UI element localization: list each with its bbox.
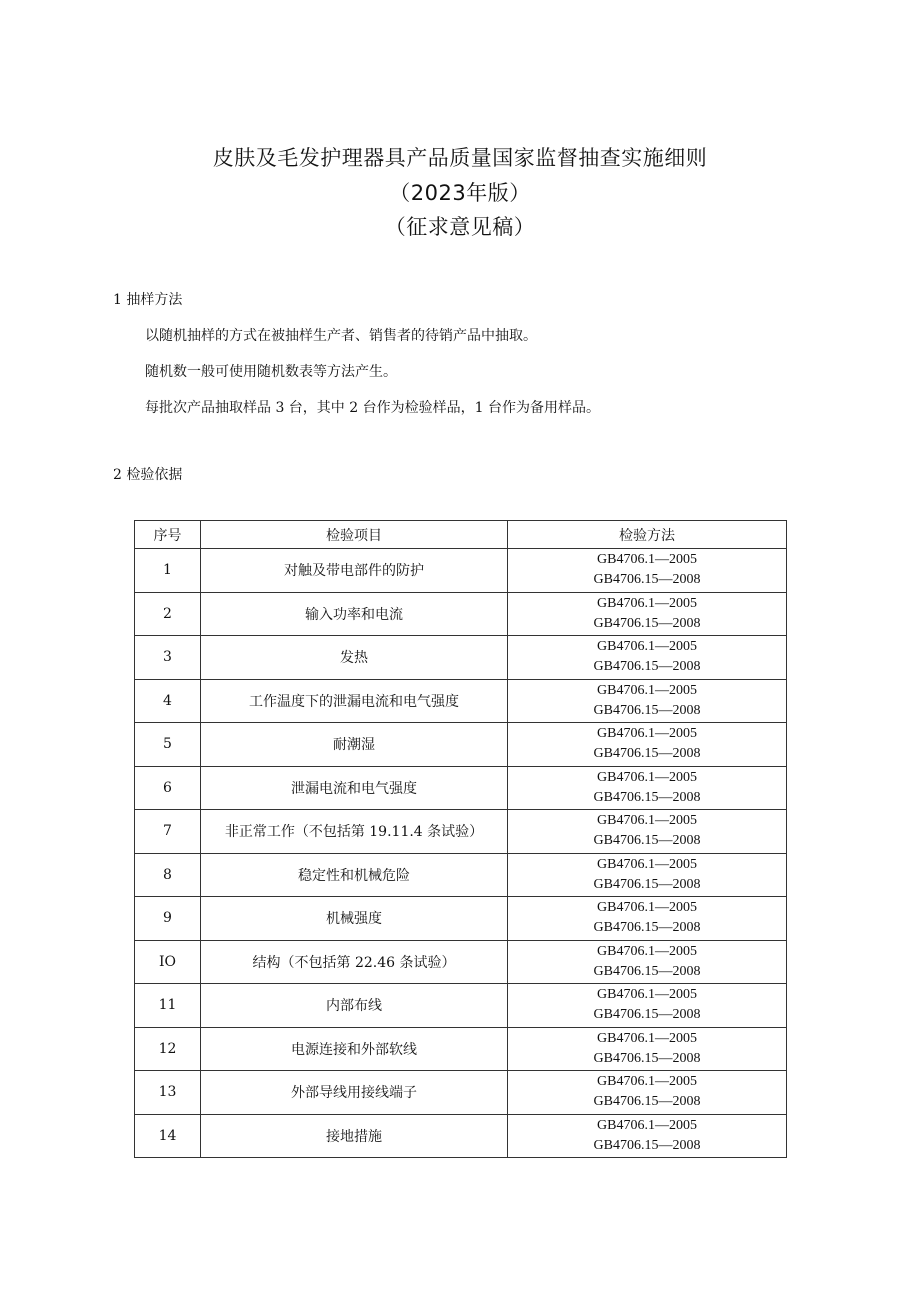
section-heading-sampling: 1 抽样方法	[113, 292, 183, 308]
standard-code: GB4706.15—2008	[593, 659, 701, 675]
row-number: 12	[135, 1027, 201, 1071]
standard-code: GB4706.1—2005	[597, 1074, 697, 1090]
section-heading-basis: 2 检验依据	[113, 467, 183, 483]
row-number: 3	[135, 636, 201, 680]
table-row	[135, 810, 787, 854]
standard-code: GB4706.15—2008	[593, 615, 701, 631]
standard-code: GB4706.15—2008	[593, 702, 701, 718]
row-number: 13	[135, 1071, 201, 1115]
table-header-row	[135, 521, 787, 549]
standard-code: GB4706.1—2005	[597, 682, 697, 698]
inspection-item: 耐潮湿	[201, 723, 508, 767]
table-row	[135, 723, 787, 767]
standard-code: GB4706.1—2005	[597, 1030, 697, 1046]
standard-code: GB4706.1—2005	[597, 1117, 697, 1133]
table-body	[135, 549, 787, 1158]
row-number: 11	[135, 984, 201, 1028]
inspection-item: 稳定性和机械危险	[201, 853, 508, 897]
row-number: 1	[135, 549, 201, 593]
inspection-item: 电源连接和外部软线	[201, 1027, 508, 1071]
inspection-method	[508, 592, 787, 636]
standard-code: GB4706.15—2008	[593, 1007, 701, 1023]
inspection-method	[508, 679, 787, 723]
row-number: 5	[135, 723, 201, 767]
table-row	[135, 592, 787, 636]
inspection-method	[508, 723, 787, 767]
table-row	[135, 636, 787, 680]
row-number: IO	[135, 940, 201, 984]
inspection-item: 机械强度	[201, 897, 508, 941]
row-number: 14	[135, 1114, 201, 1158]
table-row	[135, 766, 787, 810]
inspection-item: 结构（不包括第 22.46 条试验）	[201, 940, 508, 984]
standard-code: GB4706.15—2008	[593, 1137, 701, 1153]
column-header-item: 检验项目	[201, 521, 508, 549]
standard-code: GB4706.1—2005	[597, 943, 697, 959]
table-row	[135, 984, 787, 1028]
standard-code: GB4706.15—2008	[593, 876, 701, 892]
inspection-method	[508, 636, 787, 680]
table-row	[135, 940, 787, 984]
standard-code: GB4706.15—2008	[593, 572, 701, 588]
table-row	[135, 1071, 787, 1115]
inspection-method	[508, 810, 787, 854]
row-number: 6	[135, 766, 201, 810]
standard-code: GB4706.1—2005	[597, 639, 697, 655]
inspection-method	[508, 1114, 787, 1158]
inspection-method	[508, 549, 787, 593]
inspection-item: 外部导线用接线端子	[201, 1071, 508, 1115]
table-row	[135, 679, 787, 723]
standard-code: GB4706.15—2008	[593, 1094, 701, 1110]
row-number: 7	[135, 810, 201, 854]
standard-code: GB4706.15—2008	[593, 963, 701, 979]
document-edition: （2023年版）	[389, 181, 531, 205]
standard-code: GB4706.1—2005	[597, 987, 697, 1003]
inspection-item: 非正常工作（不包括第 19.11.4 条试验）	[201, 810, 508, 854]
document-status: （征求意见稿）	[384, 215, 536, 239]
standard-code: GB4706.15—2008	[593, 1050, 701, 1066]
inspection-method	[508, 853, 787, 897]
inspection-method	[508, 897, 787, 941]
standard-code: GB4706.1—2005	[597, 813, 697, 829]
sampling-paragraph: 随机数一般可使用随机数表等方法产生。	[145, 364, 397, 380]
standard-code: GB4706.15—2008	[593, 789, 701, 805]
column-header-no: 序号	[135, 521, 201, 549]
table-row	[135, 1027, 787, 1071]
sampling-paragraph: 以随机抽样的方式在被抽样生产者、销售者的待销产品中抽取。	[145, 328, 537, 344]
inspection-item: 输入功率和电流	[201, 592, 508, 636]
inspection-method	[508, 940, 787, 984]
standard-code: GB4706.1—2005	[597, 552, 697, 568]
row-number: 9	[135, 897, 201, 941]
standard-code: GB4706.15—2008	[593, 833, 701, 849]
standard-code: GB4706.1—2005	[597, 856, 697, 872]
standard-code: GB4706.1—2005	[597, 900, 697, 916]
table-row	[135, 897, 787, 941]
table-row	[135, 853, 787, 897]
inspection-item: 发热	[201, 636, 508, 680]
inspection-table	[134, 520, 787, 1158]
column-header-method: 检验方法	[508, 521, 787, 549]
standard-code: GB4706.15—2008	[593, 920, 701, 936]
inspection-item: 接地措施	[201, 1114, 508, 1158]
row-number: 8	[135, 853, 201, 897]
standard-code: GB4706.1—2005	[597, 726, 697, 742]
table-row	[135, 549, 787, 593]
standard-code: GB4706.15—2008	[593, 746, 701, 762]
standard-code: GB4706.1—2005	[597, 595, 697, 611]
inspection-method	[508, 984, 787, 1028]
inspection-method	[508, 1027, 787, 1071]
inspection-item: 内部布线	[201, 984, 508, 1028]
standard-code: GB4706.1—2005	[597, 769, 697, 785]
inspection-item: 对触及带电部件的防护	[201, 549, 508, 593]
document-title: 皮肤及毛发护理器具产品质量国家监督抽查实施细则	[212, 146, 708, 170]
inspection-item: 泄漏电流和电气强度	[201, 766, 508, 810]
inspection-item: 工作温度下的泄漏电流和电气强度	[201, 679, 508, 723]
table-row	[135, 1114, 787, 1158]
row-number: 4	[135, 679, 201, 723]
sampling-paragraph: 每批次产品抽取样品 3 台，其中 2 台作为检验样品，1 台作为备用样品。	[145, 400, 600, 416]
row-number: 2	[135, 592, 201, 636]
inspection-method	[508, 766, 787, 810]
inspection-method	[508, 1071, 787, 1115]
